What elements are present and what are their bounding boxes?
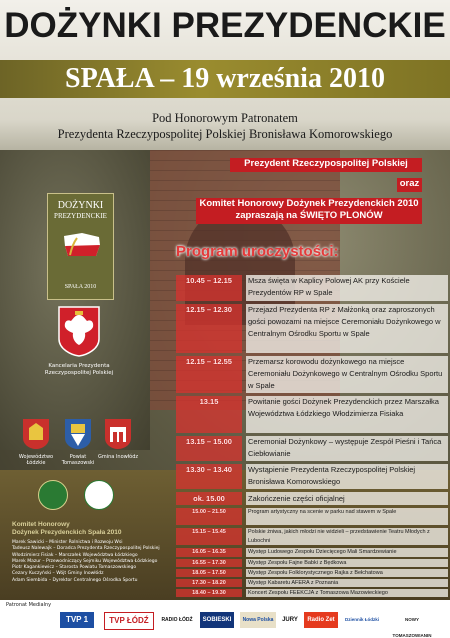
program-row <box>176 508 442 525</box>
program-time: 10.45 – 12.15 <box>186 276 232 285</box>
program-text: Występ Ludowego Zespołu Dziecięcego Mali Smardzewianie <box>248 549 397 555</box>
media-patronage-label: Patronat Medialny <box>6 602 52 608</box>
committee-title-1: Komitet Honorowy <box>12 521 70 528</box>
committee-list <box>12 540 162 584</box>
program-time: ok. 15.00 <box>193 494 225 503</box>
coat-of-arms-lodzkie-icon <box>22 418 50 450</box>
sponsor-logo: Radio Zet <box>304 612 338 628</box>
program-text: Ceremoniał Dożynkowy – występuje Zespół Pieśni i Tańca Ciebłowianie <box>248 437 442 458</box>
committee-member: Marek Mazur – Przewodniczący Sejmiku Województwa Łódzkiego <box>12 558 158 564</box>
program-row <box>176 436 442 461</box>
program-time: 17.30 – 18.20 <box>192 580 226 586</box>
event-date: SPAŁA – 19 września 2010 <box>65 63 385 94</box>
patron-line-2: Prezydenta Rzeczypospolitej Polskiej Bronisława Komorowskiego <box>57 127 393 141</box>
program-row <box>176 589 442 597</box>
sponsor-logo: TVP ŁÓDŹ <box>104 612 154 630</box>
program-time: 15.15 – 15.45 <box>192 529 226 535</box>
sponsor-logo: SOBIESKI <box>200 612 234 628</box>
committee-member: Włodzimierz Fisiak – Marszałek Województwa Łódzkiego <box>12 552 138 558</box>
patron-line-1: Pod Honorowym Patronatem <box>152 111 298 125</box>
committee-member: Marek Sawicki – Minister Rolnictwa i Rozwoju Wsi <box>12 540 123 545</box>
program-text: Występ Zespołu Folklorystycznego Rajka z Bełchatowa <box>248 570 383 576</box>
committee-member: Cezary Kuczyński – Wójt Gminy Inowłódz <box>12 571 104 577</box>
program-time: 13.30 – 13.40 <box>186 465 232 474</box>
coat-caption-1: Województwo Łódzkie <box>18 454 54 466</box>
sponsor-logo: TVP 1 <box>60 612 94 628</box>
program-text: Program artystyczny na scenie w parku nad stawem w Spale <box>248 509 397 515</box>
program-time: 18.40 – 19.30 <box>192 590 226 596</box>
arimr-emblem-icon <box>84 480 114 510</box>
program-row <box>176 569 442 577</box>
program-row <box>176 559 442 567</box>
program-row <box>176 396 442 433</box>
program-time: 12.15 – 12.55 <box>186 357 232 366</box>
invitation-line-2: oraz <box>397 178 422 192</box>
program-text: Msza święta w Kaplicy Polowej AK przy Kościele Prezydentów RP w Spale <box>248 276 410 297</box>
program-title: Program uroczystości: <box>176 243 339 260</box>
poster-title: DOŻYNKI PREZYDENCKIE <box>4 6 446 45</box>
logo-text-3: SPAŁA 2010 <box>64 284 97 290</box>
program-text: Zakończenie części oficjalnej <box>248 494 345 503</box>
poland-map-icon <box>62 232 102 258</box>
coat-of-arms-inowlodz-icon <box>104 418 132 450</box>
eagle-caption: Kancelaria Prezydenta Rzeczypospolitej Polskiej <box>44 363 114 376</box>
logo-text-2: PREZYDENCKIE <box>54 212 107 220</box>
coat-caption-2: Powiat Tomaszowski <box>61 454 95 466</box>
program-text: Koncert Zespołu FEEKCJA z Tomaszowa Mazowieckiego <box>248 590 388 596</box>
program-text: Występ Zespołu Fajne Babki z Będkowa <box>248 560 347 566</box>
program-row <box>176 579 442 587</box>
invitation-line-3: Komitet Honorowy Dożynek Prezydenckich 2010 <box>199 198 419 209</box>
program-row <box>176 304 442 353</box>
dozynki-logo <box>47 193 114 300</box>
agency-emblem-icon <box>38 480 68 510</box>
program-row <box>176 528 442 545</box>
committee-member: Tadeusz Nalewajk – Doradca Prezydenta Rzeczypospolitej Polskiej <box>12 546 160 552</box>
logo-text-1: DOŻYNKI <box>57 200 104 211</box>
program-text: Występ Kabaretu AFERA z Poznania <box>248 580 339 586</box>
sponsor-logo: Nowa Polska <box>240 612 276 628</box>
program-time: 13.15 – 15.00 <box>186 437 232 446</box>
invitation-block <box>196 198 422 224</box>
program-text: Wystąpienie Prezydenta Rzeczypospolitej Polskiej Bronisława Komorowskiego <box>248 465 416 486</box>
invitation-line-4: zapraszają na ŚWIĘTO PLONÓW <box>235 210 383 221</box>
sponsor-logo: JURY <box>280 612 300 628</box>
program-text: Powitanie gości Dożynek Prezydenckich przez Marszałka Województwa Łódzkiego Włodzimierza Fisiaka <box>248 397 439 418</box>
committee-heading <box>12 521 121 537</box>
committee-title-2: Dożynek Prezydenckich Spała 2010 <box>12 529 122 536</box>
program-row <box>176 275 442 301</box>
sponsor-logo: Dziennik Łódzki <box>342 612 382 628</box>
program-time: 13.15 <box>199 397 219 406</box>
program-time: 16.55 – 17.30 <box>192 560 226 566</box>
program-text: Polskie żniwa, jakich młodzi nie widzieli – przedstawienie Teatru Młodych z Lubochni <box>248 529 430 544</box>
sponsor-logo: NOWY TOMASZOWIANIN <box>386 612 438 628</box>
program-row <box>176 356 442 393</box>
committee-member: Piotr Kagankiewicz – Starosta Powiatu Tomaszowskiego <box>12 565 137 571</box>
program-text: Przejazd Prezydenta RP z Małżonką oraz zaproszonych gości powozami na miejsce Ceremoniału Dożynkowego w Centralnym Ośrodku Sportu w Spale <box>248 305 441 338</box>
program-time: 16.05 – 16.35 <box>192 549 226 555</box>
polish-eagle-icon <box>57 305 101 357</box>
coat-of-arms-tomaszowski-icon <box>64 418 92 450</box>
program-time: 15.00 – 21.50 <box>192 509 226 515</box>
committee-member: Adam Siembida – Dyrektor Centralnego Ośrodka Sportu <box>12 577 138 583</box>
invitation-line-1: Prezydent Rzeczypospolitej Polskiej <box>230 158 422 172</box>
program-row <box>176 492 442 505</box>
program-row <box>176 464 442 489</box>
sponsor-logo: RADIO ŁÓDŹ <box>160 612 194 628</box>
program-time: 12.15 – 12.30 <box>186 305 232 314</box>
program-row <box>176 548 442 557</box>
program-text: Przemarsz korowodu dożynkowego na miejsce Ceremoniału Dożynkowego w Centralnym Ośrodku Sportu w Spale <box>248 357 443 390</box>
program-time: 18.05 – 17.50 <box>192 570 226 576</box>
coat-caption-3: Gmina Inowłódz <box>97 454 139 460</box>
